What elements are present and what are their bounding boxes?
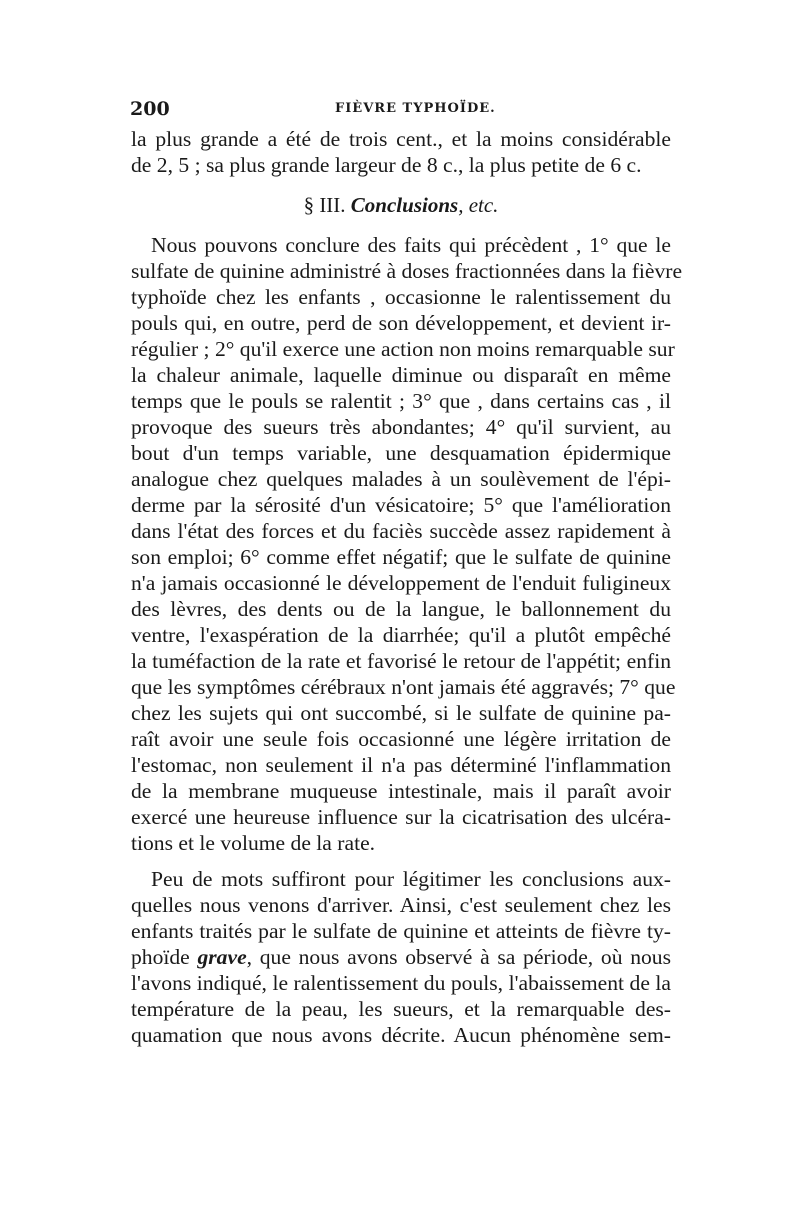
text-line: enfants traités par le sulfate de quinine et atteints de fièvre ty-: [131, 919, 671, 943]
text-line: provoque des sueurs très abondantes; 4° qu'il survient, au: [131, 415, 671, 439]
text-line: la tuméfaction de la rate et favorisé le retour de l'appétit; enfin: [131, 649, 671, 673]
text-line-emphasis: [131, 944, 671, 970]
text-fragment: phoïde: [131, 945, 198, 969]
text-line: sulfate de quinine administré à doses fractionnées dans la fièvre: [131, 259, 683, 283]
paragraph-justification: [131, 866, 671, 1048]
text-line: l'avons indiqué, le ralentissement du pouls, l'abaissement de la: [131, 971, 671, 995]
text-line: raît avoir une seule fois occasionné une légère irritation de: [131, 727, 671, 751]
section-title: Conclusions: [350, 193, 459, 217]
text-line: Nous pouvons conclure des faits qui précèdent , 1° que le: [151, 233, 671, 257]
text-line: de la membrane muqueuse intestinale, mais il paraît avoir: [131, 779, 671, 803]
text-line: ventre, l'exaspération de la diarrhée; qu'il a plutôt empêché: [131, 623, 671, 647]
section-heading: [131, 190, 671, 220]
text-line: de 2, 5 ; sa plus grande largeur de 8 c., la plus petite de 6 c.: [131, 153, 642, 177]
section-suffix: , etc.: [458, 193, 499, 217]
body-text: [131, 126, 683, 1048]
running-title: FIÈVRE TYPHOÏDE.: [335, 101, 496, 116]
text-line: quamation que nous avons décrite. Aucun phénomène sem-: [131, 1023, 671, 1047]
section-symbol: §: [303, 193, 315, 217]
text-line: derme par la sérosité d'un vésicatoire; 5° que l'amélioration: [131, 493, 671, 517]
text-line: des lèvres, des dents ou de la langue, le ballonnement du: [131, 597, 671, 621]
text-line: chez les sujets qui ont succombé, si le sulfate de quinine pa-: [131, 701, 671, 725]
text-line: Peu de mots suffiront pour légitimer les conclusions aux-: [151, 867, 671, 891]
text-line: n'a jamais occasionné le développement de l'enduit fuligineux: [131, 571, 671, 595]
text-line: l'estomac, non seulement il n'a pas déterminé l'inflammation: [131, 753, 671, 777]
text-line: température de la peau, les sueurs, et la remarquable des-: [131, 997, 671, 1021]
text-line: dans l'état des forces et du faciès succède assez rapidement à: [131, 519, 671, 543]
text-line: typhoïde chez les enfants , occasionne le ralentissement du: [131, 285, 671, 309]
paragraph-conclusions: [131, 232, 683, 856]
text-line: la plus grande a été de trois cent., et la moins considérable: [131, 127, 671, 151]
text-line: analogue chez quelques malades à un soulèvement de l'épi-: [131, 467, 671, 491]
text-line: tions et le volume de la rate.: [131, 831, 376, 855]
section-number: III.: [319, 193, 346, 217]
running-head: [130, 98, 670, 122]
text-line: la chaleur animale, laquelle diminue ou disparaît en même: [131, 363, 671, 387]
text-line: temps que le pouls se ralentit ; 3° que , dans certains cas , il: [131, 389, 671, 413]
text-line: quelles nous venons d'arriver. Ainsi, c'est seulement chez les: [131, 893, 671, 917]
paragraph-gap: [131, 856, 671, 866]
text-line: bout d'un temps variable, une desquamation épidermique: [131, 441, 671, 465]
text-line: que les symptômes cérébraux n'ont jamais été aggravés; 7° que: [131, 675, 676, 699]
emphasis-word: grave: [197, 945, 247, 969]
page-number: 200: [130, 98, 170, 120]
text-line: pouls qui, en outre, perd de son développement, et devient ir-: [131, 311, 671, 335]
text-line: exercé une heureuse influence sur la cicatrisation des ulcéra-: [131, 805, 671, 829]
text-line: régulier ; 2° qu'il exerce une action non moins remarquable sur: [131, 337, 675, 361]
text-line: son emploi; 6° comme effet négatif; que le sulfate de quinine: [131, 545, 671, 569]
text-fragment: , que nous avons observé à sa période, où nous: [246, 945, 671, 969]
